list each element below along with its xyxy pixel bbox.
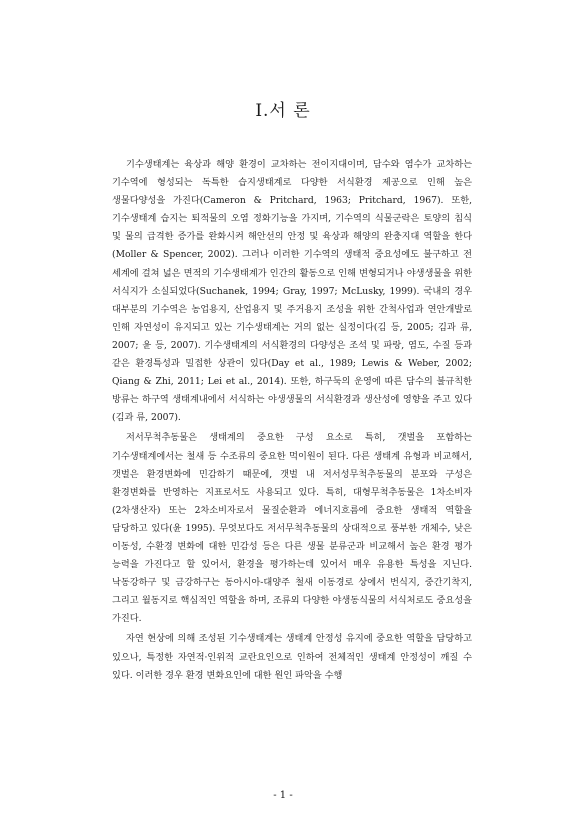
section-title: Ⅰ.서 론	[255, 101, 311, 121]
paragraph-1: 기수생태계는 육상과 해양 환경이 교차하는 전이지대이며, 담수와 염수가 교차하는 기수역에 형성되는 독특한 습지생태계로 다양한 서식환경 제공으로 인해 높은 생물다양성을 가진다(Cameron & Pritchard, 1963; Pritchard, 1967). 또한, 기수생태계 습지는 퇴적물의 오염 정화기능을 가지며, 기수역의 식물군락은 토양의 침식 및 물의 급격한 증가를 완화시켜 해안선의 안정 및 육상과 해양의 완충지대 역할을 한다(Moller & Spencer, 2002). 그러나 이러한 기수역의 생태적 중요성에도 불구하고 전 세계에 걸쳐 넓은 면적의 기수생태계가 인간의 활동으로 인해 변형되거나 야생생물을 위한 서식지가 소실되었다(Suchanek, 1994; Gray, 1997; McLusky, 1999). 국내의 경우 대부분의 기수역은 농업용지, 산업용지 및 주거용지 조성을 위한 간척사업과 연안개발로 인해 자연성이 유지되고 있는 기수생태계는 거의 없는 실정이다(김 등, 2005; 김과 류, 2007; 윤 등, 2007). 기수생태계의 서식환경의 다양성은 조석 및 파랑, 염도, 수질 등과 같은 환경특성과 밀접한 상관이 있다(Day et al., 1989; Lewis & Weber, 2002; Qiang & Zhi, 2011; Lei et al., 2014). 또한, 하구둑의 운영에 따른 담수의 불규칙한 방류는 하구역 생태계내에서 서식하는 야생생물의 서식환경과 생산성에 영향을 주고 있다(김과 류, 2007).	[112, 159, 472, 424]
paragraph-3: 자연 현상에 의해 조성된 기수생태계는 생태계 안정성 유지에 중요한 역할을 담당하고 있으나, 특정한 자연적·인위적 교란요인으로 인하여 전체적인 생태계 안정성이 깨질 수 있다. 이러한 경우 환경 변화요인에 대한 원인 파악을 수행	[112, 633, 472, 681]
paragraph-2: 저서무척추동물은 생태계의 중요한 구성 요소로 특히, 갯벌을 포함하는 기수생태계에서는 철새 등 수조류의 중요한 먹이원이 된다. 다른 생태계 유형과 비교해서, 갯벌은 환경변화에 민감하기 때문에, 갯벌 내 저서성무척추동물의 분포와 구성은 환경변화를 반영하는 지표로서도 사용되고 있다. 특히, 대형무척추동물은 1차소비자(2차생산자) 또는 2차소비자로서 물질순환과 에너지흐름에 중요한 생태적 역할을 담당하고 있다(윤 1995). 무엇보다도 저서무척추동물의 상대적으로 풍부한 개체수, 낮은 이동성, 수환경 변화에 대한 민감성 등은 다른 생물 분류군과 비교해서 높은 환경 평가 능력을 가진다고 할 있어서, 환경을 평가하는데 있어서 매우 유용한 특성을 지닌다. 낙동강하구 및 금강하구는 동아시아-대양주 철새 이동경로 상에서 번식지, 중간기착지, 그리고 월동지로 핵심적인 역할을 하며, 조류외 다양한 야생동식물의 서식처로도 중요성을 가진다.	[112, 432, 472, 625]
body-text	[112, 156, 472, 687]
page-number: - 1 -	[273, 790, 293, 801]
